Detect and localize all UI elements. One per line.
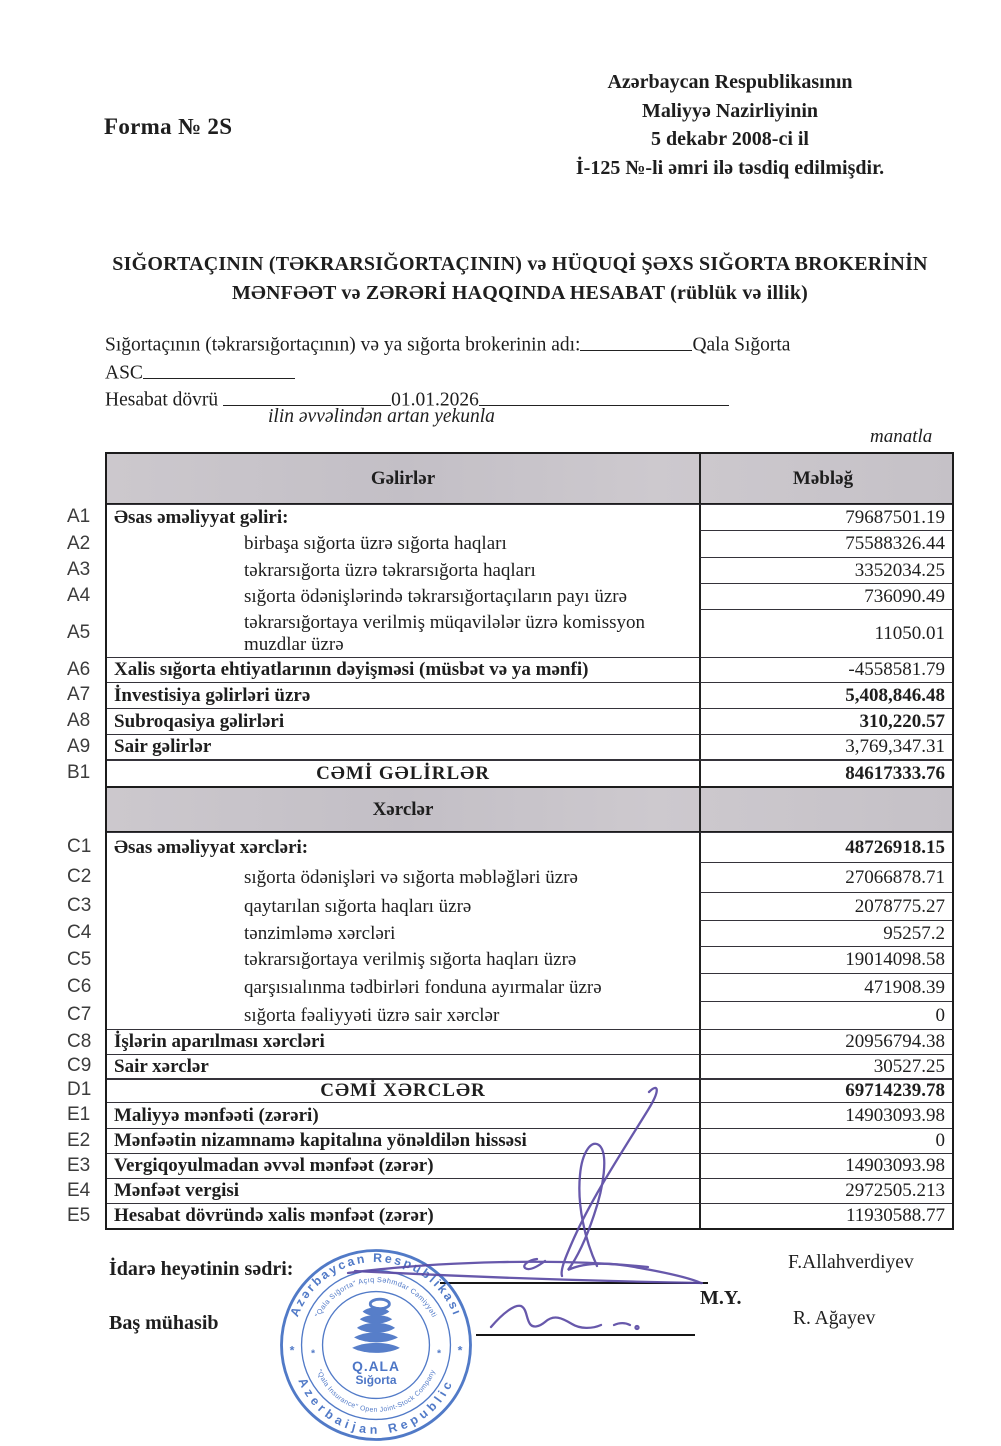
- row-value: 19014098.58: [699, 946, 952, 973]
- row-value: Məbləğ: [699, 454, 952, 505]
- stamp-outer-top-text: Azərbaycan Respublikası: [287, 1250, 465, 1319]
- row-label: Mənfəətin nizamnamə kapitalına yönəldilən hissəsi: [107, 1128, 699, 1153]
- table-row: [67, 557, 952, 583]
- fill-in-line: [580, 330, 692, 351]
- row-label: Əsas əməliyyat gəliri:: [107, 504, 699, 530]
- stamp-star-left-icon: *: [289, 1343, 295, 1358]
- row-value: 0: [699, 1001, 952, 1029]
- insurer-name-value: Qala Sığorta: [692, 334, 791, 356]
- row-label: Sair xərclər: [107, 1054, 699, 1078]
- row-code: A7: [67, 684, 91, 705]
- table-row: [67, 920, 952, 946]
- row-label: Subroqasiya gəlirləri: [107, 708, 699, 734]
- row-code: C4: [67, 922, 92, 943]
- row-value: 2078775.27: [699, 892, 952, 920]
- table-row: [67, 504, 952, 530]
- approval-line-2: Maliyyə Nazirliyinin: [641, 99, 819, 122]
- stamp-inner-bottom-text: "Qala Insurance" Open Joint-Stock Company: [315, 1368, 437, 1414]
- approval-line-1: Azərbaycan Respublikasının: [607, 71, 853, 93]
- report-title-line-2: MƏNFƏƏT və ZƏRƏRİ HAQQINDA HESABAT (rüblük və illik): [231, 282, 808, 304]
- table-row: [67, 734, 952, 759]
- row-label: İşlərin aparılması xərcləri: [107, 1029, 699, 1054]
- cumulative-note: ilin əvvəlindən artan yekunla: [268, 406, 495, 427]
- row-label: CƏMİ GƏLİRLƏR: [107, 759, 699, 786]
- insurer-name-line-2: [105, 358, 295, 385]
- table-row: [67, 1001, 952, 1029]
- table-row: [67, 1178, 952, 1203]
- chairman-label: İdarə heyətinin sədri:: [109, 1258, 294, 1280]
- table-row: [67, 862, 952, 892]
- row-code: A3: [67, 559, 91, 580]
- company-stamp: [266, 1240, 486, 1446]
- insurer-name-line: [105, 330, 790, 357]
- stamp-inner-top-text: "Qala Sığorta" Açıq Səhmdar Cəmiyyəti: [312, 1274, 440, 1319]
- row-code: E4: [67, 1179, 91, 1201]
- row-value: 14903093.98: [699, 1153, 952, 1178]
- row-label: Xərclər: [107, 786, 699, 833]
- row-code: C9: [67, 1055, 92, 1076]
- row-value: 3,769,347.31: [699, 734, 952, 759]
- stamp-center-line-2: Sığorta: [355, 1373, 397, 1388]
- row-code: C7: [67, 1004, 92, 1025]
- row-label: CƏMİ XƏRCLƏR: [107, 1078, 699, 1102]
- row-value: 14903093.98: [699, 1102, 952, 1128]
- row-code: E2: [67, 1129, 91, 1151]
- row-value: 79687501.19: [699, 504, 952, 530]
- row-value: 75588326.44: [699, 530, 952, 557]
- stamp-star-inner-right-icon: *: [436, 1347, 442, 1360]
- row-code: C6: [67, 976, 92, 997]
- row-code: A6: [67, 658, 91, 680]
- currency-note: manatla: [870, 426, 933, 447]
- table-row: [67, 1153, 952, 1178]
- row-label: Hesabat dövründə xalis mənfəət (zərər): [107, 1203, 699, 1228]
- accountant-label: Baş mühasib: [109, 1312, 219, 1334]
- row-code: B1: [67, 761, 91, 783]
- row-label: İnvestisiya gəlirləri üzrə: [107, 682, 699, 708]
- row-label: sığorta fəaliyyəti üzrə sair xərclər: [244, 1004, 500, 1026]
- row-value: 20956794.38: [699, 1029, 952, 1054]
- table-row: [67, 1203, 952, 1228]
- row-code: C5: [67, 948, 92, 970]
- table-row: [67, 1128, 952, 1153]
- row-code: A5: [67, 622, 91, 643]
- table-row: [67, 1029, 952, 1054]
- row-label: Əsas əməliyyat xərcləri:: [107, 832, 699, 862]
- row-label: təkrarsığorta üzrə təkrarsığorta haqları: [244, 559, 536, 581]
- row-value: 84617333.76: [699, 759, 952, 786]
- table-row: [67, 759, 952, 786]
- table-row: [67, 892, 952, 920]
- row-value: 0: [699, 1128, 952, 1153]
- table-row: [107, 454, 952, 504]
- report-title: [60, 250, 980, 308]
- table-row: [67, 1102, 952, 1128]
- row-label: Mənfəət vergisi: [107, 1178, 699, 1203]
- chairman-name: F.Allahverdiyev: [788, 1252, 914, 1273]
- row-code: C2: [67, 866, 92, 887]
- row-value: 3352034.25: [699, 557, 952, 583]
- row-value: 30527.25: [699, 1054, 952, 1078]
- table-row: [67, 946, 952, 973]
- table-row: [67, 1054, 952, 1078]
- table-row: [67, 973, 952, 1001]
- row-code: A1: [67, 506, 91, 527]
- row-code: A2: [67, 532, 91, 554]
- row-value: 48726918.15: [699, 832, 952, 862]
- row-value: 736090.49: [699, 583, 952, 609]
- row-label: Sair gəlirlər: [107, 734, 699, 759]
- row-code: A4: [67, 585, 91, 606]
- approval-block: [520, 68, 940, 182]
- approval-line-4: İ-125 №-li əmri ilə təsdiq edilmişdir.: [575, 156, 885, 179]
- accountant-signature-line: [476, 1334, 695, 1336]
- row-label: Xalis sığorta ehtiyatlarının dəyişməsi (müsbət və ya mənfi): [107, 657, 699, 682]
- row-value: 2972505.213: [699, 1178, 952, 1203]
- row-value: 95257.2: [699, 920, 952, 946]
- period-label: Hesabat dövrü: [105, 389, 219, 411]
- row-label: Gəlirlər: [107, 454, 699, 505]
- row-value: 69714239.78: [699, 1078, 952, 1102]
- row-label: qarşısıalınma tədbirləri fonduna ayırmalar üzrə: [244, 976, 602, 998]
- row-code: C8: [67, 1030, 92, 1052]
- row-label: Maliyyə mənfəəti (zərəri): [107, 1102, 699, 1128]
- table-row: [67, 530, 952, 557]
- fill-in-line: [223, 385, 391, 406]
- row-code: C3: [67, 895, 92, 916]
- row-value: 310,220.57: [699, 708, 952, 734]
- table-row: [67, 832, 952, 862]
- table-row: [67, 682, 952, 708]
- seal-place-label: M.Y.: [700, 1287, 742, 1309]
- table-row: [107, 786, 952, 832]
- insurer-name-label: Sığortaçının (təkrarsığortaçının) və ya sığorta brokerinin adı:: [105, 334, 581, 356]
- stamp-outer-bottom-text: Azerbaijan Republic: [295, 1375, 457, 1437]
- row-value: 471908.39: [699, 973, 952, 1001]
- report-table: [67, 452, 954, 1230]
- table-row: [67, 609, 952, 657]
- row-value: -4558581.79: [699, 657, 952, 682]
- table-row: [67, 583, 952, 609]
- report-title-line-1: SIĞORTAÇININ (TƏKRARSIĞORTAÇININ) və HÜQUQİ ŞƏXS SIĞORTA BROKERİNİN: [112, 253, 928, 275]
- table-row: [67, 657, 952, 682]
- fill-in-line: [143, 358, 295, 379]
- row-label: sığorta ödənişlərində təkrarsığortaçıların payı üzrə: [244, 585, 628, 607]
- period-value: 01.01.2026: [391, 389, 479, 411]
- stamp-star-inner-left-icon: *: [310, 1347, 316, 1360]
- row-label: birbaşa sığorta üzrə sığorta haqları: [244, 533, 507, 554]
- stamp-center-line-1: Q.ALA: [352, 1357, 400, 1374]
- approval-line-3: 5 dekabr 2008-ci il: [651, 128, 809, 150]
- row-value: 11050.01: [699, 609, 952, 657]
- form-number: Forma № 2S: [104, 114, 233, 139]
- row-label: sığorta ödənişləri və sığorta məbləğləri üzrə: [244, 866, 578, 888]
- row-value: 27066878.71: [699, 862, 952, 892]
- row-value: 11930588.77: [699, 1203, 952, 1228]
- row-label: təkrarsığortaya verilmiş müqavilələr üzrə komissyon muzdlar üzrə: [244, 611, 645, 655]
- row-code: E1: [67, 1104, 91, 1125]
- fill-in-line: [479, 385, 729, 406]
- row-code: D1: [67, 1079, 92, 1100]
- table-row: [67, 1078, 952, 1102]
- row-label: Vergiqoyulmadan əvvəl mənfəət (zərər): [107, 1153, 699, 1178]
- row-code: E3: [67, 1154, 91, 1176]
- row-code: A9: [67, 735, 91, 757]
- row-label: təkrarsığortaya verilmiş sığorta haqları üzrə: [244, 949, 577, 970]
- insurer-name-value-2: ASC: [105, 362, 143, 384]
- accountant-signature: [491, 1306, 639, 1329]
- row-code: C1: [67, 836, 92, 857]
- stamp-wave-logo-icon: [352, 1299, 400, 1353]
- row-code: A8: [67, 710, 91, 731]
- row-value: 5,408,846.48: [699, 682, 952, 708]
- row-label: qaytarılan sığorta haqları üzrə: [244, 895, 472, 917]
- row-label: tənzimləmə xərcləri: [244, 922, 396, 944]
- accountant-name: R. Ağayev: [793, 1308, 876, 1329]
- table-row: [67, 708, 952, 734]
- stamp-star-right-icon: *: [457, 1343, 463, 1358]
- row-code: E5: [67, 1204, 91, 1226]
- row-value: [699, 786, 952, 833]
